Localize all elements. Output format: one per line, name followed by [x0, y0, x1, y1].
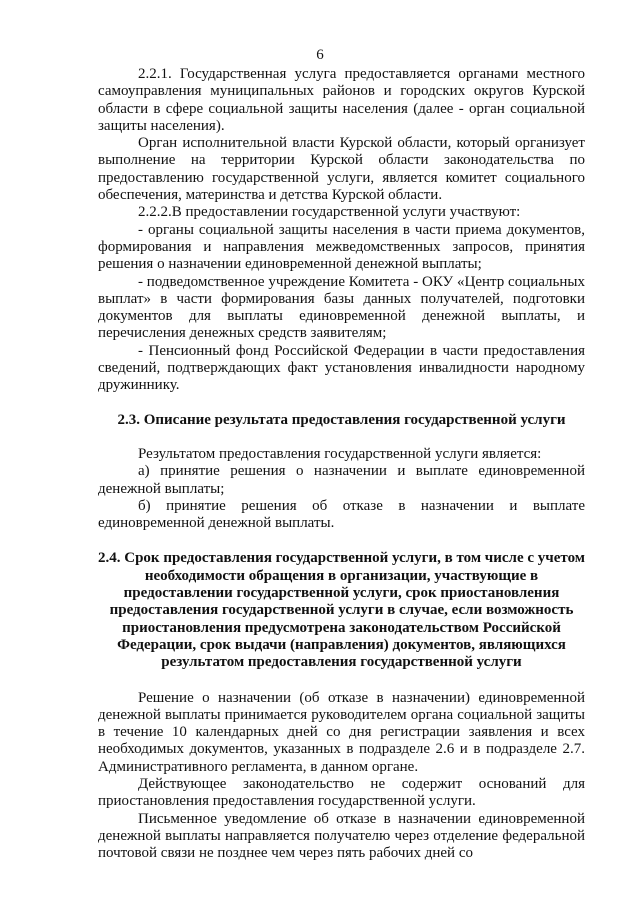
paragraph-no-suspension: Действующее законодательство не содержит оснований для приостановления предоставления государственной услуги.: [98, 775, 585, 810]
paragraph-written-notice: Письменное уведомление об отказе в назначении единовременной денежной выплаты направляется получателю через отделение федеральной почтовой связи не позднее чем через пять рабочих дней со: [98, 810, 585, 862]
paragraph-2-2-1: 2.2.1. Государственная услуга предоставляется органами местного самоуправления муниципальных районов и городских округов Курской области в сфере социальной защиты населения (далее - орган социальной защиты населения).: [98, 66, 585, 134]
paragraph-result-intro: Результатом предоставления государственной услуги является:: [138, 445, 542, 462]
list-item-payment-center: - подведомственное учреждение Комитета - ОКУ «Центр социальных выплат» в части формирования базы данных получателей, подготовки документов для выплаты единовременной денежной выплаты, и перечисления денежных средств заявителям;: [98, 273, 585, 342]
paragraph-executive-body: Орган исполнительной власти Курской области, который организует выполнение на территории Курской области законодательства по предоставлению государственной услуги, является комитет социального обеспечения, материнства и детства Курской области.: [98, 135, 585, 204]
document-body: [98, 66, 585, 862]
list-item-pension-fund: - Пенсионный фонд Российской Федерации в части предоставления сведений, подтверждающих факт установления инвалидности народному дружиннику.: [98, 342, 585, 394]
page-number: 6: [316, 47, 324, 63]
paragraph-result-b: б) принятие решения об отказе в назначении и выплате единовременной денежной выплаты.: [98, 497, 585, 532]
paragraph-2-2-2: 2.2.2.В предоставлении государственной услуги участвуют:: [138, 204, 521, 221]
heading-2-3: 2.3. Описание результата предоставления государственной услуги: [117, 411, 566, 428]
list-item-social-protection: - органы социальной защиты населения в части приема документов, формирования и направления межведомственных запросов, принятия решения о назначении единовременной денежной выплаты;: [98, 221, 585, 273]
heading-2-4: 2.4. Срок предоставления государственной услуги, в том числе с учетом необходимости обращения в организации, участвующие в предоставлении государственной услуги, срок приостановления предоставления государственной услуги в случае, если возможность приостановления предусмотрена законодательством Российской Федерации, срок выдачи (направления) документов, являющихся результатом предоставления государственной услуги: [98, 550, 586, 671]
paragraph-decision-term: Решение о назначении (об отказе в назначении) единовременной денежной выплаты принимается руководителем органа социальной защиты в течение 10 календарных дней со дня регистрации заявления и всех необходимых документов, указанных в подразделе 2.6 и в подразделе 2.7. Административного регламента, в данном органе.: [98, 689, 585, 775]
paragraph-result-a: а) принятие решения о назначении и выплате единовременной денежной выплаты;: [98, 463, 585, 497]
